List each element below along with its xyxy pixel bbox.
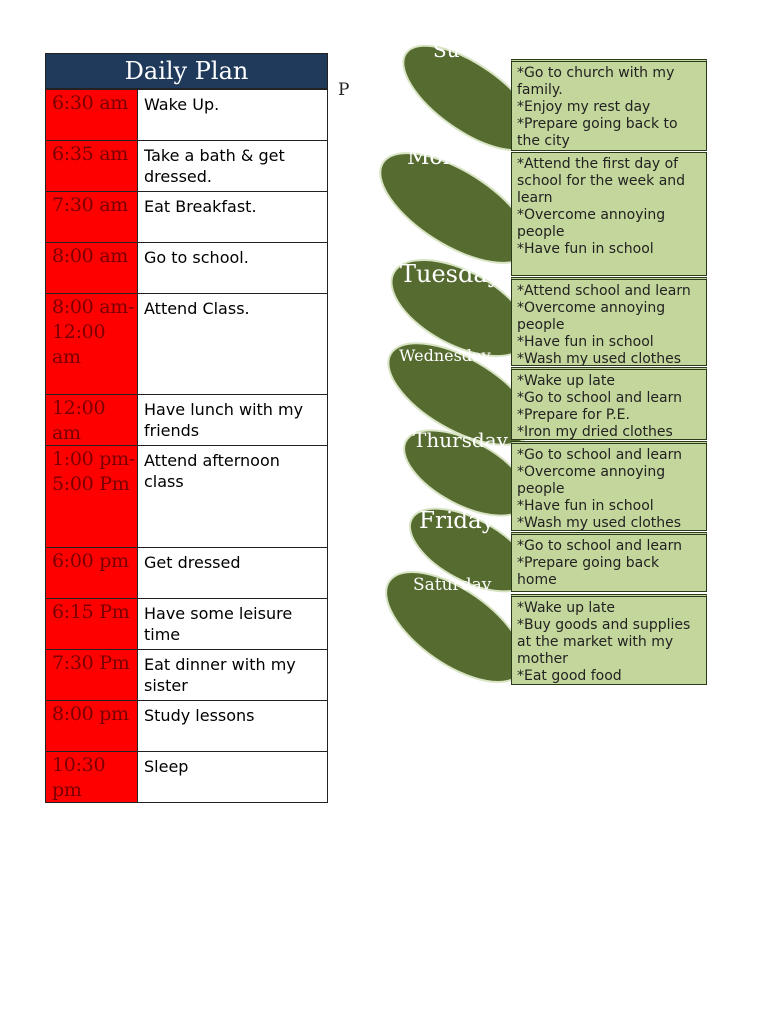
note-item: *Prepare for P.E. — [517, 407, 630, 423]
day-label-monday: Mon — [407, 145, 457, 170]
time-cell: 8:00 am-12:00 am — [46, 294, 138, 394]
note-item: *Wash my used clothes — [517, 515, 682, 531]
note-item: *Have fun in school — [517, 241, 654, 257]
activity-cell: Go to school. — [138, 243, 327, 293]
time-cell: 6:15 Pm — [46, 599, 138, 649]
time-cell: 10:30 pm — [46, 752, 138, 802]
time-cell: 6:30 am — [46, 90, 138, 140]
note-item: *Prepare going back to the city — [517, 116, 678, 149]
note-item: *Overcome annoying people — [517, 464, 666, 497]
activity-cell: Eat dinner with my sister — [138, 650, 327, 700]
time-cell: 7:30 am — [46, 192, 138, 242]
day-label-sunday: Su — [433, 38, 460, 62]
day-label-wednesday: Wednesday — [399, 346, 491, 365]
note-box-monday — [511, 152, 707, 276]
note-box-sunday — [511, 59, 707, 151]
activity-cell: Eat Breakfast. — [138, 192, 327, 242]
activity-cell: Study lessons — [138, 701, 327, 751]
note-item: *Wash my used clothes — [517, 351, 682, 366]
day-label-friday: Friday — [419, 508, 495, 534]
stray-text: P — [338, 80, 350, 100]
day-label-thursday: Thursday — [413, 428, 508, 452]
note-box-wednesday — [511, 367, 707, 440]
time-cell: 12:00 am — [46, 395, 138, 445]
note-item: *Overcome annoying people — [517, 300, 666, 333]
note-item: *Wake up late — [517, 373, 615, 389]
activity-cell: Attend afternoon class — [138, 446, 327, 547]
note-box-friday — [511, 532, 707, 592]
day-label-saturday: Saturday — [413, 575, 492, 595]
time-cell: 8:00 am — [46, 243, 138, 293]
note-item: *Go to school and learn — [517, 447, 682, 463]
activity-cell: Take a bath & get dressed. — [138, 141, 327, 191]
time-cell: 1:00 pm-5:00 Pm — [46, 446, 138, 547]
note-item: *Go to school and learn — [517, 538, 682, 554]
note-item: *Attend school and learn — [517, 283, 691, 299]
activity-cell: Get dressed — [138, 548, 327, 598]
activity-cell: Have lunch with my friends — [138, 395, 327, 445]
note-item: *Go to school and learn — [517, 390, 682, 406]
note-item: *Prepare going back home — [517, 555, 660, 588]
note-box-saturday — [511, 594, 707, 685]
note-item: *Iron my dried clothes — [517, 424, 673, 440]
note-item: *Enjoy my rest day — [517, 99, 651, 115]
note-item: *Have fun in school — [517, 498, 654, 514]
note-item: *Overcome annoying people — [517, 207, 666, 240]
note-item: *Eat good food — [517, 668, 622, 684]
note-item: *Go to church with my family. — [517, 65, 675, 98]
daily-plan-title: Daily Plan — [46, 54, 327, 89]
note-box-tuesday — [511, 277, 707, 366]
time-cell: 6:35 am — [46, 141, 138, 191]
activity-cell: Sleep — [138, 752, 327, 802]
time-cell: 7:30 Pm — [46, 650, 138, 700]
time-cell: 8:00 pm — [46, 701, 138, 751]
activity-cell: Attend Class. — [138, 294, 327, 394]
note-item: *Attend the first day of school for the week and learn — [517, 156, 686, 206]
activity-cell: Wake Up. — [138, 90, 327, 140]
activity-cell: Have some leisure time — [138, 599, 327, 649]
note-item: *Have fun in school — [517, 334, 654, 350]
day-label-tuesday: Tuesday — [400, 260, 502, 288]
note-item: *Buy goods and supplies at the market with my mother — [517, 617, 691, 667]
time-cell: 6:00 pm — [46, 548, 138, 598]
note-item: *Wake up late — [517, 600, 615, 616]
note-box-thursday — [511, 441, 707, 531]
